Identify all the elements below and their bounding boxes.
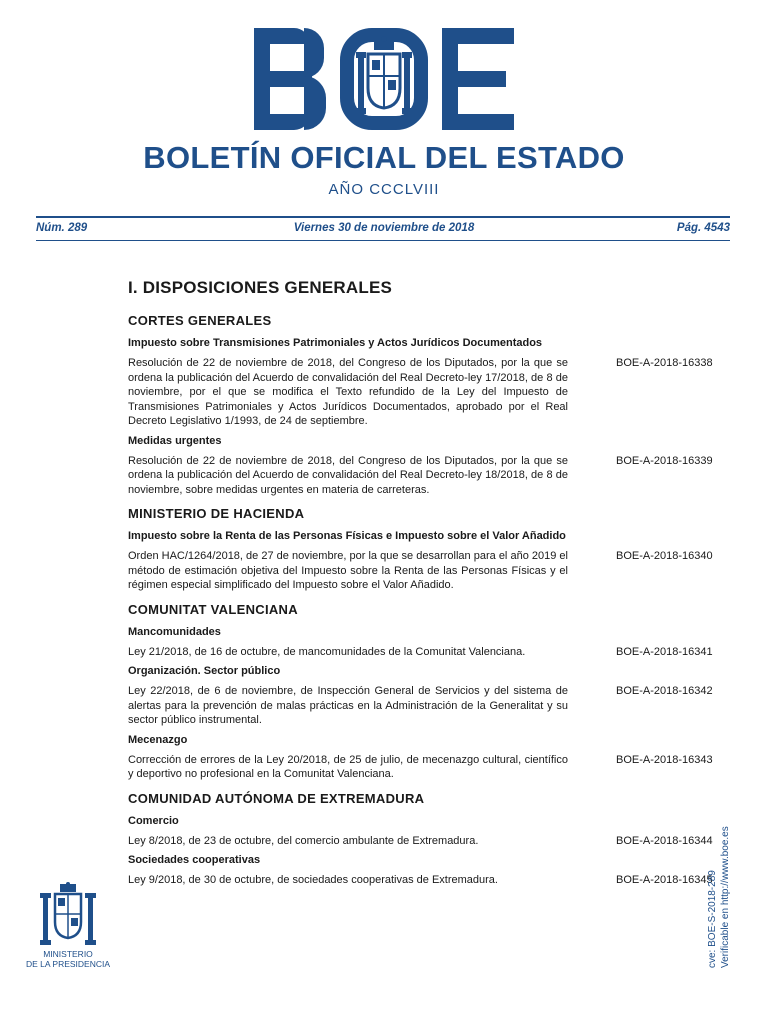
subject-heading: Medidas urgentes <box>128 434 222 447</box>
list-item <box>128 356 730 429</box>
ministry-logo <box>16 882 120 969</box>
list-item <box>128 753 730 782</box>
masthead-year: AÑO CCCLVIII <box>328 181 440 198</box>
issue-number: Núm. 289 <box>36 222 88 234</box>
item-text[interactable]: Orden HAC/1264/2018, de 27 de noviembre, por la que se desarrollan para el año 2019 el método de estimación objetiva del Impuesto sobre la Renta de las Personas Físicas y el régimen especial simplificado del Impuesto sobre el Valor Añadido. <box>128 550 568 591</box>
cve-verification-link[interactable]: Verificable en http://www.boe.es <box>720 826 731 968</box>
department-block <box>128 506 730 593</box>
item-text[interactable]: Ley 22/2018, de 6 de noviembre, de Inspección General de Servicios y del sistema de alertas para la prevención de malas prácticas en la Administración de la Generalitat y su sector público instrumental. <box>128 685 568 726</box>
department-block <box>128 602 730 782</box>
cve-code: cve: BOE-S-2018-289 <box>707 870 718 968</box>
department-block <box>128 791 730 888</box>
department-block <box>128 313 730 497</box>
coat-of-arms-icon <box>354 36 414 122</box>
header-rule-top <box>36 216 730 218</box>
subject-heading: Impuesto sobre la Renta de las Personas Físicas e Impuesto sobre el Valor Añadido <box>128 530 566 542</box>
ministry-name-line2: DE LA PRESIDENCIA <box>25 958 111 969</box>
department-name: COMUNIDAD AUTÓNOMA DE EXTREMADURA <box>128 790 425 806</box>
item-reference[interactable]: BOE-A-2018-16338 <box>616 357 713 369</box>
item-text[interactable]: Ley 8/2018, de 23 de octubre, del comercio ambulante de Extremadura. <box>128 834 479 847</box>
department-name: COMUNITAT VALENCIANA <box>128 601 298 617</box>
subject-heading: Sociedades cooperativas <box>128 854 261 866</box>
list-item <box>128 873 730 888</box>
item-reference[interactable]: BOE-A-2018-16345 <box>616 874 713 886</box>
item-reference[interactable]: BOE-A-2018-16342 <box>616 685 713 697</box>
item-text[interactable]: Corrección de errores de la Ley 20/2018, de 25 de julio, de mecenazgo cultural, científico y deportivo no profesional en la Comunitat Valenciana. <box>128 753 568 780</box>
item-text[interactable]: Resolución de 22 de noviembre de 2018, del Congreso de los Diputados, por la que se ordena la publicación del Acuerdo de convalidación del Real Decreto-ley 17/2018, de 8 de noviembre, por el que se modifica el Texto refundido de la Ley del Impuesto de Transmisiones Patrimoniales y Actos Jurídicos Documentados, aprobado por el Real Decreto Legislativo 1/1993, de 24 de septiembre. <box>128 357 568 427</box>
list-item <box>128 454 730 498</box>
list-item <box>128 684 730 728</box>
item-reference[interactable]: BOE-A-2018-16343 <box>616 753 713 766</box>
subject-heading: Mancomunidades <box>128 625 221 638</box>
item-reference[interactable]: BOE-A-2018-16344 <box>616 834 713 847</box>
item-text[interactable]: Ley 9/2018, de 30 de octubre, de sociedades cooperativas de Extremadura. <box>128 874 498 886</box>
item-reference[interactable]: BOE-A-2018-16339 <box>616 454 713 467</box>
subject-heading: Comercio <box>128 814 179 827</box>
list-item <box>128 549 730 593</box>
item-reference[interactable]: BOE-A-2018-16340 <box>616 550 713 562</box>
summary-content <box>128 278 730 893</box>
department-name: CORTES GENERALES <box>128 313 272 328</box>
coat-of-arms-icon <box>33 882 103 950</box>
list-item <box>128 645 730 660</box>
issue-date: Viernes 30 de noviembre de 2018 <box>293 222 475 234</box>
department-name: MINISTERIO DE HACIENDA <box>128 506 305 521</box>
ministry-name-line1: MINISTERIO <box>43 949 93 959</box>
item-text[interactable]: Ley 21/2018, de 16 de octubre, de mancomunidades de la Comunitat Valenciana. <box>128 645 526 658</box>
subject-heading: Mecenazgo <box>128 733 188 746</box>
subject-heading: Organización. Sector público <box>128 665 281 677</box>
page-number: Pág. 4543 <box>676 222 730 234</box>
item-text[interactable]: Resolución de 22 de noviembre de 2018, del Congreso de los Diputados, por la que se ordena la publicación del Acuerdo de convalidación del Real Decreto-ley 18/2018, de 8 de noviembre, sobre medidas urgentes en materia de carreteras. <box>128 454 568 496</box>
item-reference[interactable]: BOE-A-2018-16341 <box>616 645 713 658</box>
subject-heading: Impuesto sobre Transmisiones Patrimoniales y Actos Jurídicos Documentados <box>128 337 543 349</box>
masthead-title: BOLETÍN OFICIAL DEL ESTADO <box>143 140 625 175</box>
list-item <box>128 834 730 849</box>
header-rule-bottom <box>36 240 730 241</box>
section-title: I. DISPOSICIONES GENERALES <box>128 278 393 297</box>
boe-logo <box>254 28 514 130</box>
